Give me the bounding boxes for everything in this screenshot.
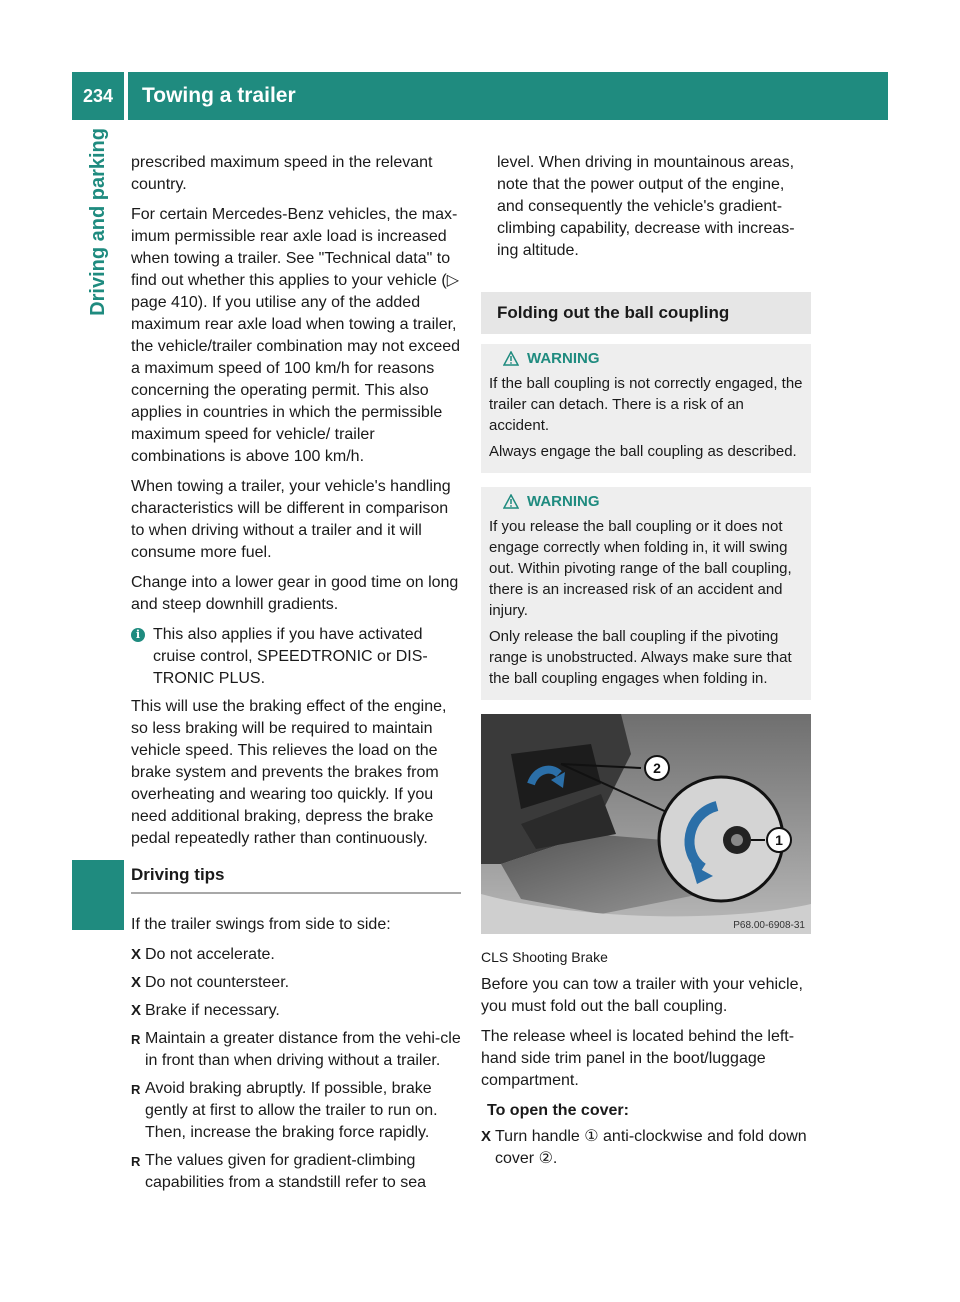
side-tab bbox=[78, 128, 118, 868]
step-arrow-icon: X bbox=[481, 1128, 492, 1145]
warning-box bbox=[481, 344, 811, 473]
side-tab-marker bbox=[72, 860, 124, 930]
warning-label: WARNING bbox=[527, 350, 600, 367]
boot-illustration bbox=[481, 714, 811, 934]
bullet-icon: R bbox=[131, 1154, 141, 1169]
ball-coupling-figure bbox=[481, 714, 811, 934]
info-text: This also applies if you have activated cruise control, SPEEDTRONIC or DIS-TRONIC PLUS. bbox=[153, 626, 428, 687]
section-heading: Folding out the ball coupling bbox=[481, 292, 811, 334]
side-tab-label: Driving and parking bbox=[86, 128, 109, 316]
paragraph: When towing a trailer, your vehicle's handling characteristics will be different in comparison to when driving without a trailer and it will consume more fuel. bbox=[131, 478, 451, 561]
warning-text: If the ball coupling is not correctly engaged, the trailer can detach. There is a risk of an accident. bbox=[489, 375, 803, 434]
info-icon: i bbox=[131, 628, 145, 642]
step-arrow-icon: X bbox=[131, 946, 142, 963]
warning-box bbox=[481, 487, 811, 700]
paragraph: If the trailer swings from side to side: bbox=[131, 916, 391, 933]
warning-label: WARNING bbox=[527, 493, 600, 510]
subheading: Driving tips bbox=[131, 864, 461, 894]
warning-triangle-icon bbox=[503, 351, 519, 366]
list-item: R Avoid braking abruptly. If possible, brake gently at first to allow the trailer to run on. Then, increase the braking force rapidly. bbox=[131, 1078, 461, 1144]
left-column bbox=[131, 152, 461, 1200]
list-item: R The values given for gradient-climbing capabilities from a standstill refer to sea bbox=[131, 1150, 461, 1194]
warning-header bbox=[503, 491, 803, 512]
paragraph: Before you can tow a trailer with your vehicle, you must fold out the ball coupling. bbox=[481, 976, 803, 1015]
step-item: X Do not countersteer. bbox=[131, 972, 461, 994]
bullet-icon: R bbox=[131, 1082, 141, 1097]
list-item: R Maintain a greater distance from the vehi-cle in front than when driving without a trailer. bbox=[131, 1028, 461, 1072]
callout-1: 1 bbox=[775, 832, 783, 848]
callout-2: 2 bbox=[653, 760, 661, 776]
paragraph: level. When driving in mountainous areas, note that the power output of the engine, and consequently the vehicle's gradient-climbing capability, decrease with increas-ing altitude. bbox=[497, 154, 795, 259]
page-number: 234 bbox=[72, 72, 124, 120]
step-item: X Turn handle ① anti-clockwise and fold down cover ②. bbox=[481, 1126, 811, 1170]
paragraph: prescribed maximum speed in the relevant country. bbox=[131, 154, 433, 193]
figure-code: P68.00-6908-31 bbox=[733, 920, 805, 931]
warning-text: If you release the ball coupling or it does not engage correctly when folding in, it will swing out. Within pivoting range of the ball coupling, there is an increased risk of an accident and injury. bbox=[489, 518, 792, 619]
warning-text: Always engage the ball coupling as described. bbox=[489, 443, 797, 460]
warning-triangle-icon bbox=[503, 494, 519, 509]
paragraph: The release wheel is located behind the left-hand side trim panel in the boot/luggage compartment. bbox=[481, 1028, 795, 1089]
paragraph: This will use the braking effect of the engine, so less braking will be required to maintain vehicle speed. This relieves the load on the brake system and prevents the brakes from overheating and wearing too quickly. If you need additional braking, depress the brake pedal repeatedly rather than continuously. bbox=[131, 698, 447, 847]
paragraph: Change into a lower gear in good time on long and steep downhill gradients. bbox=[131, 574, 459, 613]
step-item: X Brake if necessary. bbox=[131, 1000, 461, 1022]
figure-caption: CLS Shooting Brake bbox=[481, 949, 608, 965]
instruction-heading: To open the cover: bbox=[487, 1102, 629, 1119]
bullet-icon: R bbox=[131, 1032, 141, 1047]
warning-header bbox=[503, 348, 803, 369]
warning-text: Only release the ball coupling if the pivoting range is unobstructed. Always make sure that the ball coupling engages when folding in. bbox=[489, 628, 792, 687]
info-note bbox=[131, 624, 461, 690]
right-column bbox=[481, 152, 811, 1176]
step-arrow-icon: X bbox=[131, 1002, 142, 1019]
step-item: X Do not accelerate. bbox=[131, 944, 461, 966]
paragraph: For certain Mercedes-Benz vehicles, the max-imum permissible rear axle load is increased when towing a trailer. See "Technical data" to find out whether this applies to your vehicle (▷ page 410). If you utilise any of the added maximum rear axle load when towing a trailer, the vehicle/trailer combination may not exceed a maximum speed of 100 km/h for reasons concerning the operating permit. This also applies in countries in which the permissible maximum speed for vehicle/ trailer combinations is above 100 km/h. bbox=[131, 206, 461, 465]
step-arrow-icon: X bbox=[131, 974, 142, 991]
page-title: Towing a trailer bbox=[128, 72, 888, 120]
